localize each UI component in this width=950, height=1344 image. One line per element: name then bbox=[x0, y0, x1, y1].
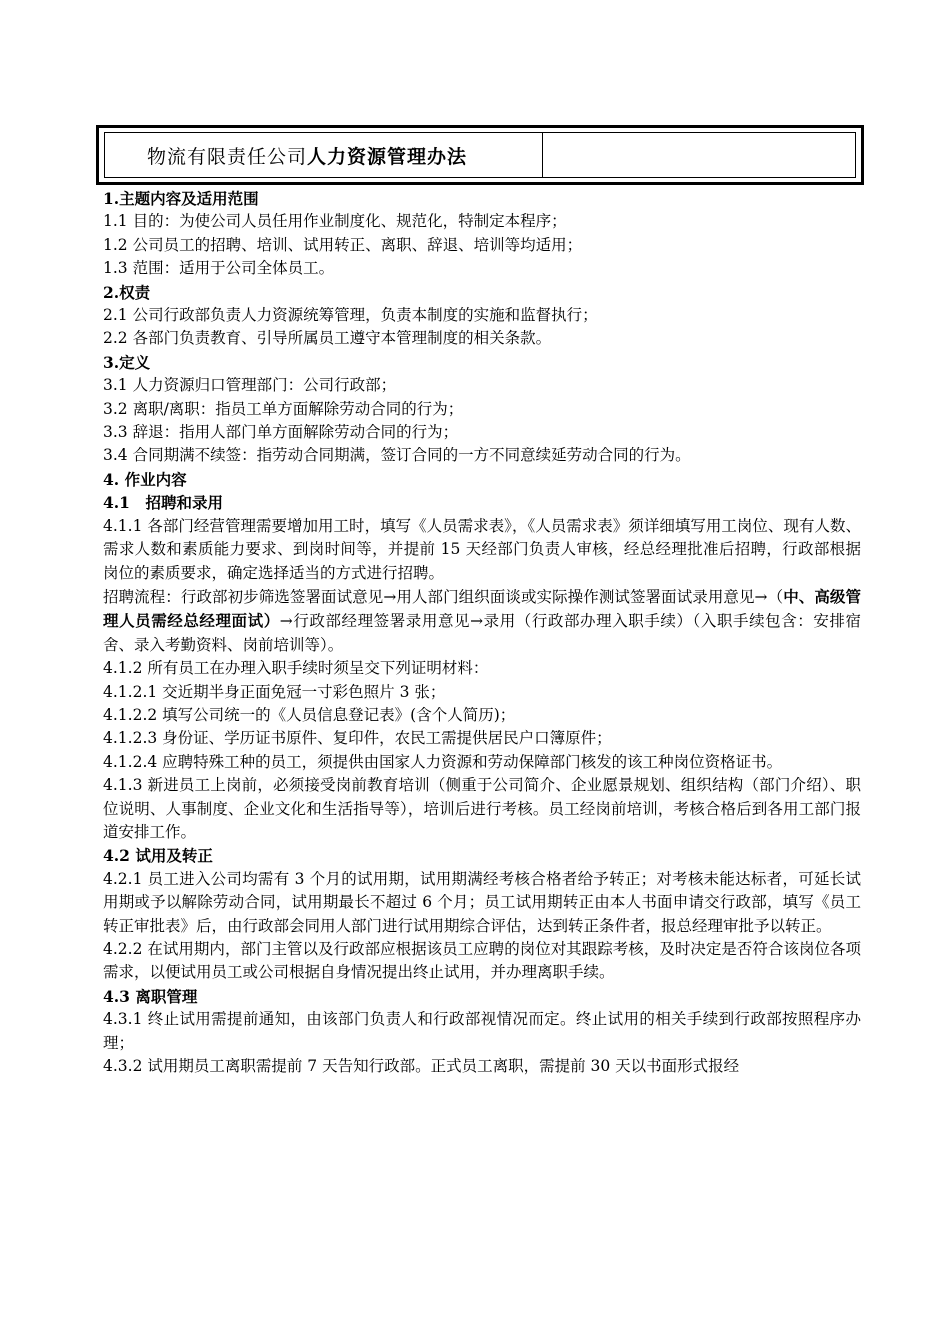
paragraph: 1.2 公司员工的招聘、培训、试用转正、离职、辞退、培训等均适用； bbox=[103, 235, 583, 254]
document-title-cell bbox=[105, 133, 543, 177]
section-heading: 3.定义 bbox=[103, 352, 151, 372]
paragraph: 1.3 范围：适用于公司全体员工。 bbox=[103, 259, 335, 278]
flow-emphasis: 中、高级管理人员需经总经理面试） bbox=[103, 586, 861, 631]
paragraph: 4.1.1 各部门经营管理需要增加用工时，填写《人员需求表》，《人员需求表》须详细填写用工岗位、现有人数、需求人数和素质能力要求、到岗时间等，并提前 15 天经部门负责人审核，经总经理批准后招聘，行政部根据岗位的素质要求，确定选择适当的方式进行招聘。 bbox=[103, 516, 861, 582]
paragraph: 3.1 人力资源归口管理部门：公司行政部； bbox=[103, 376, 397, 395]
flow-text: →行政部经理签署录用意见→录用（行政部办理入职手续）（入职手续包含：安排宿舍、录入考勤资料、岗前培训等）。 bbox=[103, 612, 861, 654]
flow-text: 招聘流程：行政部初步筛选签署面试意见→用人部门组织面谈或实际操作测试签署面试录用意见→（ bbox=[103, 587, 784, 606]
document-title: 人力资源管理办法 bbox=[307, 145, 468, 168]
paragraph: 4.1.2.4 应聘特殊工种的员工，须提供由国家人力资源和劳动保障部门核发的该工种岗位资格证书。 bbox=[103, 752, 783, 771]
subsection-heading: 4.3 离职管理 bbox=[103, 986, 198, 1006]
paragraph: 4.2.1 员工进入公司均需有 3 个月的试用期，试用期满经考核合格者给予转正；对考核未能达标者，可延长试用期或予以解除劳动合同，试用期最长不超过 6 个月；员工试用期转正由本人书面申请交行政部，填写《员工转正审批表》后，由行政部会同用人部门进行试用期综合评估，达到转正条件者，报总经理审批予以转正。 bbox=[103, 869, 861, 935]
paragraph: 3.4 合同期满不续签：指劳动合同期满，签订合同的一方不同意续延劳动合同的行为。 bbox=[103, 446, 691, 465]
subsection-heading: 4.1 招聘和录用 bbox=[103, 493, 223, 513]
header-empty-cell bbox=[543, 133, 855, 177]
section-heading: 1.主题内容及适用范围 bbox=[103, 189, 259, 208]
paragraph: 4.1.2.3 身份证、学历证书原件、复印件，农民工需提供居民户口簿原件； bbox=[103, 729, 612, 748]
company-name: 物流有限责任公司 bbox=[147, 145, 308, 168]
section-heading: 2.权责 bbox=[103, 282, 151, 302]
paragraph: 4.1.2.2 填写公司统一的《人员信息登记表》(含个人简历)； bbox=[103, 705, 516, 724]
paragraph: 1.1 目的：为使公司人员任用作业制度化、规范化，特制定本程序； bbox=[103, 212, 567, 231]
paragraph: 4.3.1 终止试用需提前通知，由该部门负责人和行政部视情况而定。终止试用的相关手续到行政部按照程序办理； bbox=[103, 1010, 861, 1052]
paragraph: 4.3.2 试用期员工离职需提前 7 天告知行政部。正式员工离职，需提前 30 天以书面形式报经 bbox=[103, 1057, 740, 1076]
section-heading: 4. 作业内容 bbox=[103, 469, 187, 489]
recruitment-flow-paragraph bbox=[103, 585, 861, 657]
paragraph: 4.1.2 所有员工在办理入职手续时须呈交下列证明材料： bbox=[103, 659, 489, 678]
paragraph: 4.1.2.1 交近期半身正面免冠一寸彩色照片 3 张； bbox=[103, 682, 446, 701]
paragraph: 2.1 公司行政部负责人力资源统筹管理，负责本制度的实施和监督执行； bbox=[103, 306, 598, 325]
subsection-heading: 4.2 试用及转正 bbox=[103, 846, 213, 866]
paragraph: 3.2 离职/离职：指员工单方面解除劳动合同的行为； bbox=[103, 399, 464, 418]
document-body bbox=[103, 187, 861, 1078]
paragraph: 4.1.3 新进员工上岗前，必须接受岗前教育培训（侧重于公司简介、企业愿景规划、组织结构（部门介绍）、职位说明、人事制度、企业文化和生活指导等），培训后进行考核。员工经岗前培训，考核合格后到各用工部门报道安排工作。 bbox=[103, 776, 861, 841]
paragraph: 4.2.2 在试用期内，部门主管以及行政部应根据该员工应聘的岗位对其跟踪考核，及时决定是否符合该岗位各项需求，以便试用员工或公司根据自身情况提出终止试用，并办理离职手续。 bbox=[103, 940, 861, 982]
paragraph: 2.2 各部门负责教育、引导所属员工遵守本管理制度的相关条款。 bbox=[103, 329, 552, 348]
paragraph: 3.3 辞退：指用人部门单方面解除劳动合同的行为； bbox=[103, 423, 459, 442]
document-header-box bbox=[96, 125, 864, 185]
document-header-table bbox=[104, 132, 856, 178]
